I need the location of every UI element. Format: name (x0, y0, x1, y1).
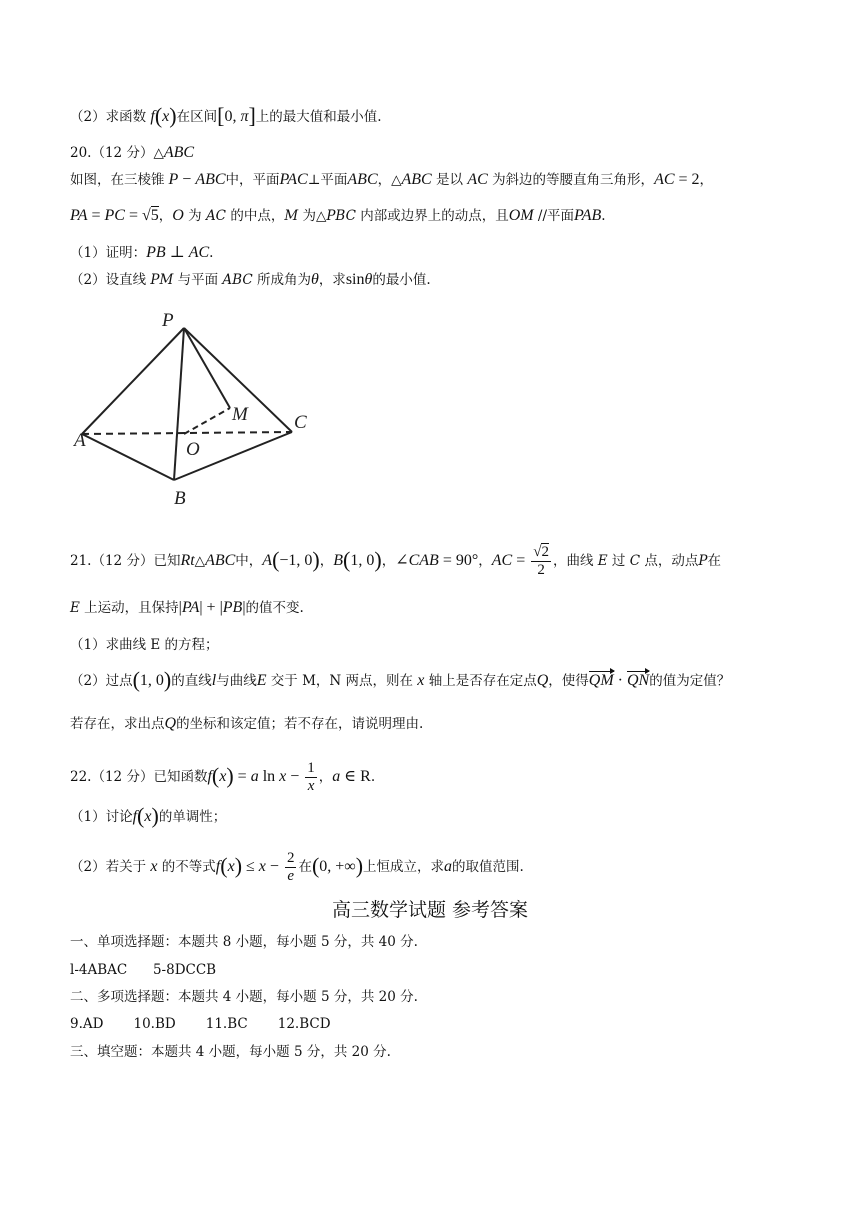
q22-heading: 22.（12 分）已知函数f(x) = a ln x − $\frac{1}{x}$ ，a ∈ R. (70, 760, 376, 794)
label-B: B (174, 488, 186, 508)
answers-section1-key: l-4ABAC 5-8DCCB (70, 962, 217, 978)
q20-part2: （2）设直线 PM 与平面 ABC 所成角为θ，求sinθ的最小值. (70, 271, 431, 288)
answers-section2: 二、多项选择题：本题共 4 小题，每小题 5 分，共 20 分. (70, 989, 418, 1005)
q21-part1: （1）求曲线 E 的方程； (70, 637, 219, 653)
label-O: O (186, 439, 200, 460)
answers-section2-key: 9.AD 10.BD 11.BC 12.BCD (70, 1016, 331, 1032)
q21-line4: 若存在，求出点Q的坐标和该定值；若不存在，请说明理由. (70, 715, 424, 732)
label-A: A (74, 430, 86, 451)
q21-line1: 21.（12 分）已知Rt△ABC中，A(−1, 0)，B(1, 0)，∠CAB = 90°，AC = $\frac{√2}{2}$ ，曲线 E 过 C 点，动点P在 (70, 544, 721, 578)
q22-part1: （1）讨论f(x)的单调性； (70, 803, 227, 828)
q20-line2: PA = PC = √5，O 为 AC 的中点，M 为△PBC 内部或边界上的动点，且OM //平面PAB. (70, 207, 606, 224)
label-M: M (232, 404, 248, 425)
label-C: C (294, 412, 307, 433)
q21-part2: （2）过点(1, 0)的直线l与曲线E 交于 M，N 两点，则在 x 轴上是否存在定点Q，使得QM · QN的值为定值？ (70, 667, 731, 692)
q20-part1: （1）证明：PB ⊥ AC. (70, 244, 214, 261)
pyramid-figure (70, 308, 330, 508)
q19-part2: （2）求函数 f(x)在区间[0, π]上的最大值和最小值. (70, 103, 382, 128)
answers-section1: 一、单项选择题：本题共 8 小题，每小题 5 分，共 40 分. (70, 934, 418, 950)
answers-section3: 三、填空题：本题共 4 小题，每小题 5 分，共 20 分. (70, 1044, 391, 1060)
label-P: P (162, 310, 174, 331)
q22-part2: （2）若关于 x 的不等式f(x) ≤ x − $\frac{2}{e}$ 在(0, +∞)上恒成立，求a的取值范围. (70, 850, 524, 884)
q21-line2: E 上运动，且保持|PA| + |PB|的值不变. (70, 599, 304, 616)
q20-line1: 如图，在三棱锥 P − ABC中，平面PAC⊥平面ABC，△ABC 是以 AC 为斜边的等腰直角三角形，AC = 2， (70, 171, 714, 188)
answers-title: 高三数学试题 参考答案 (331, 899, 529, 921)
q20-heading: 20.（12 分）△ABC (70, 144, 195, 161)
